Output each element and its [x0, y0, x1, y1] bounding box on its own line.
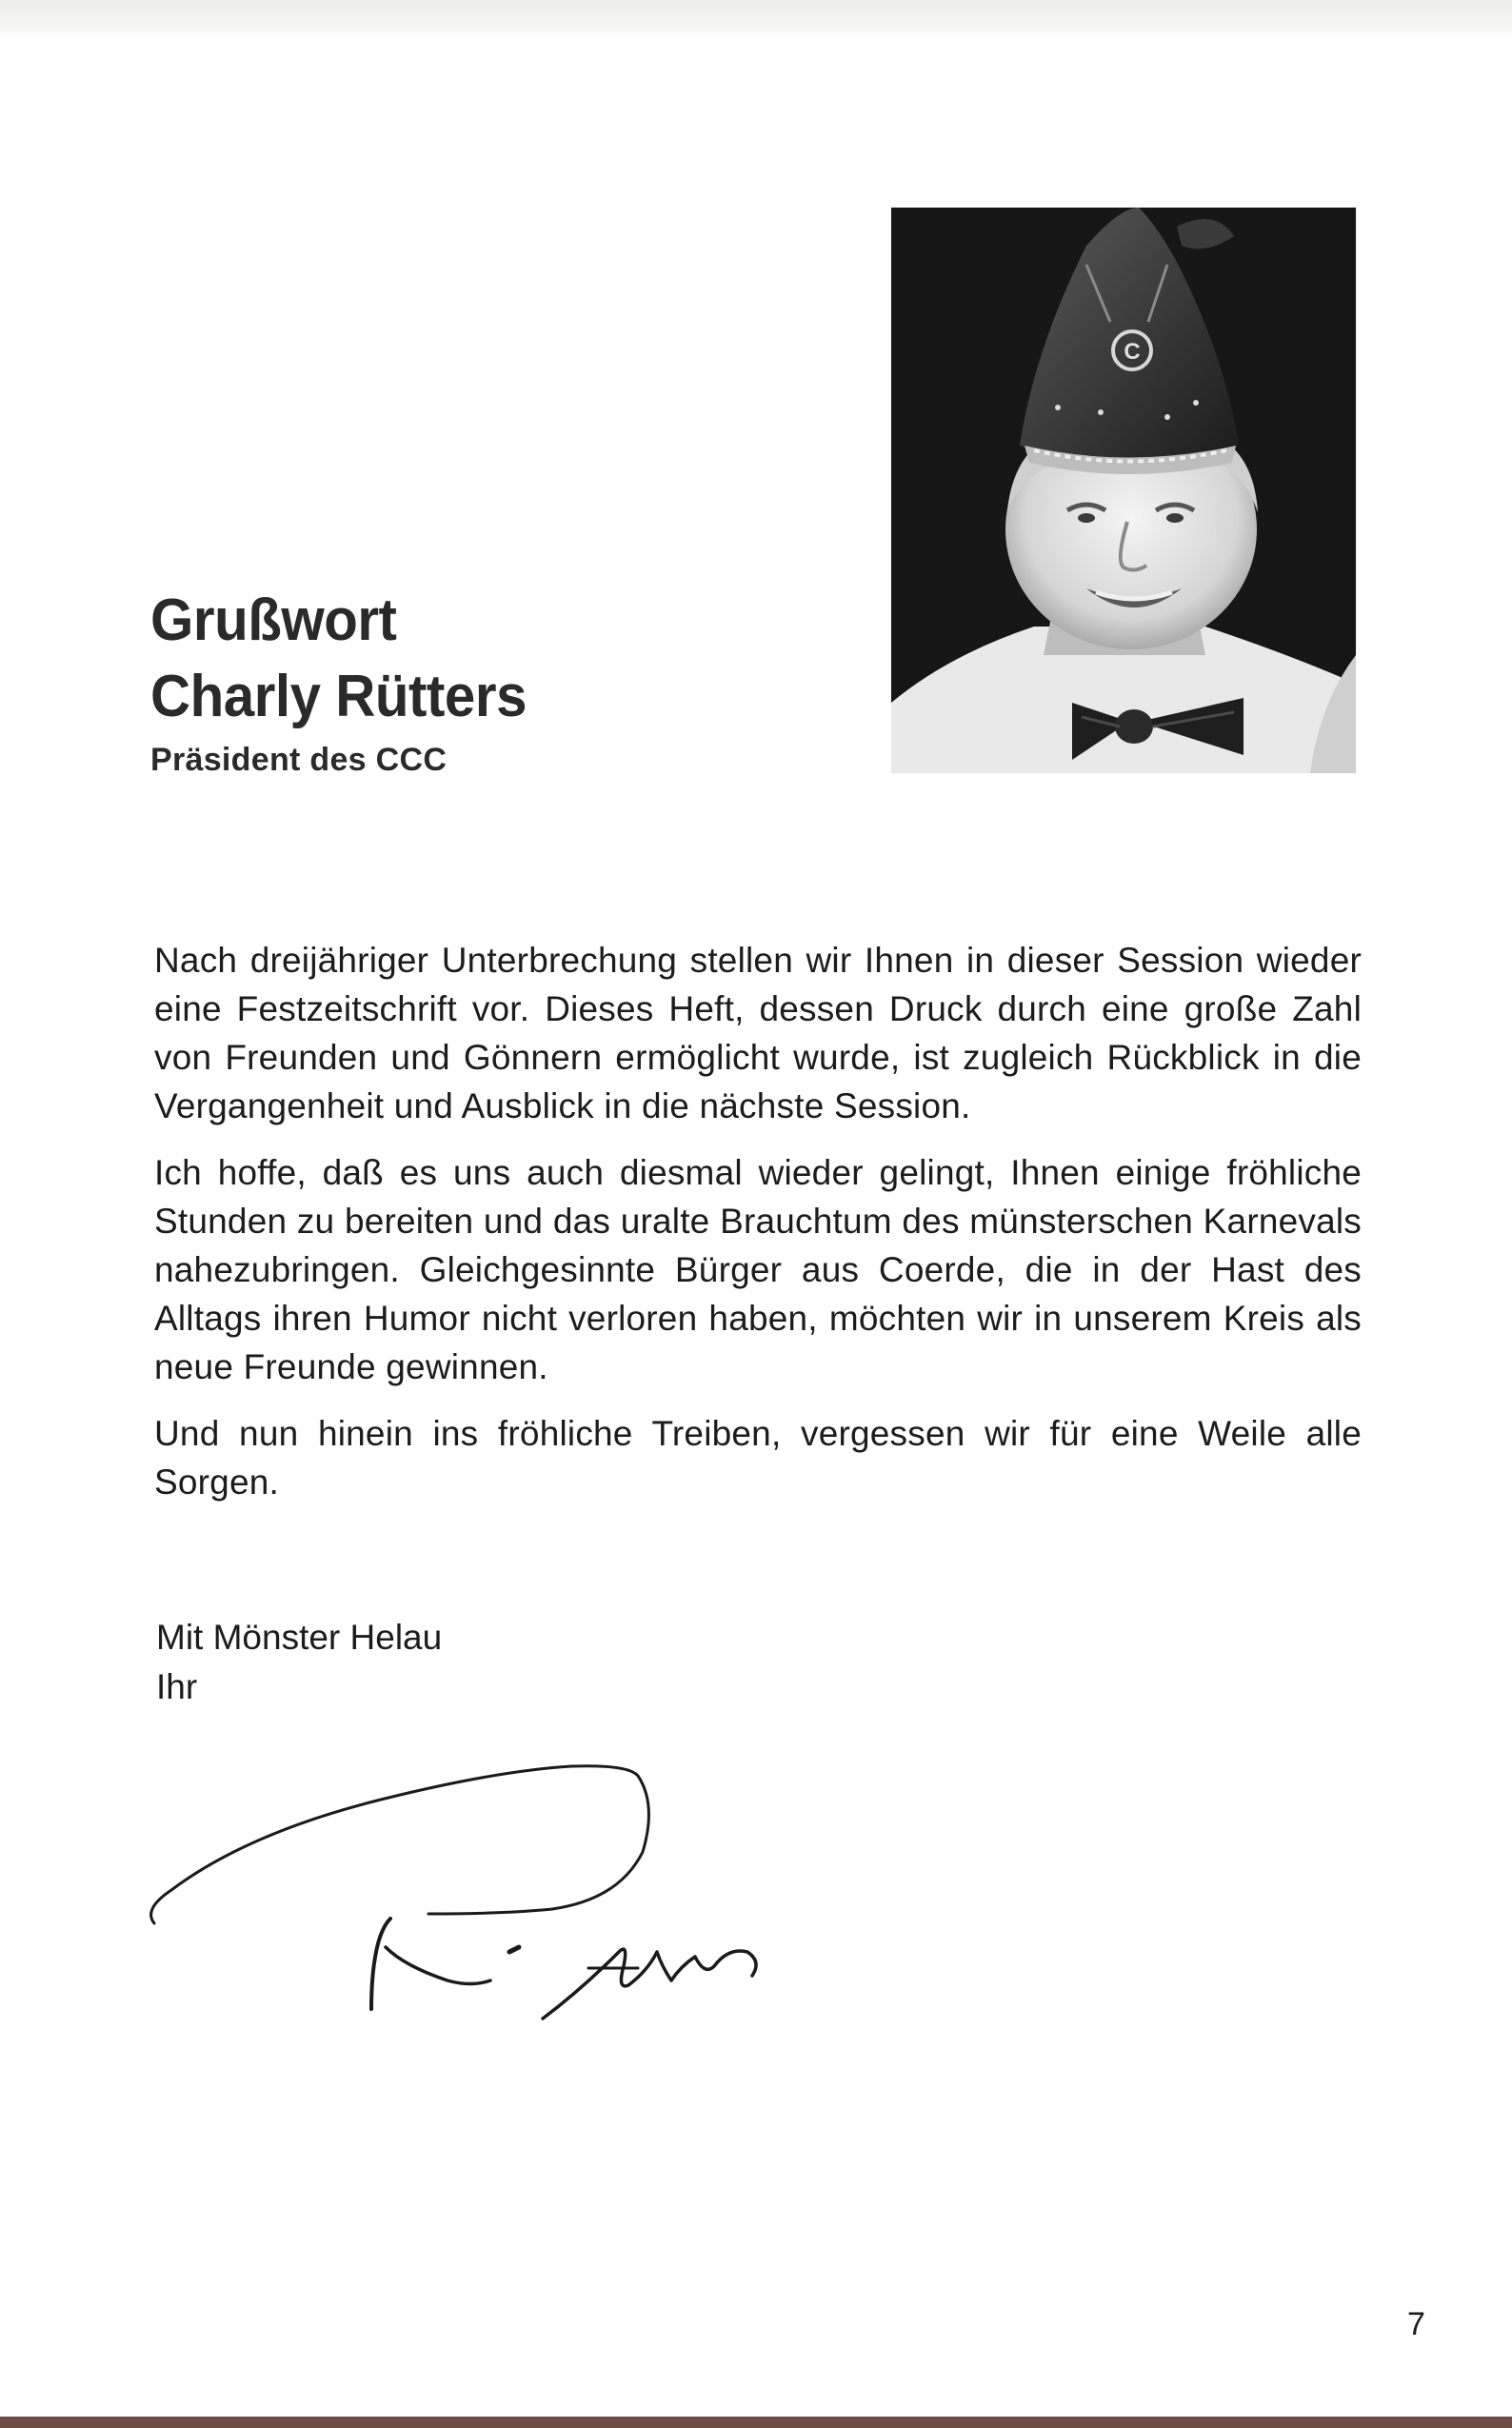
body-text	[154, 936, 1362, 1524]
closing-block	[156, 1613, 442, 1712]
author-name: Charly Rütters	[150, 664, 527, 729]
page-number: 7	[1407, 2306, 1425, 2342]
body-paragraph: Und nun hinein ins fröhliche Treiben, vergessen wir für eine Weile alle Sorgen.	[154, 1414, 1362, 1502]
heading-block	[150, 583, 550, 783]
portrait-photo	[891, 208, 1356, 773]
body-paragraph: Ich hoffe, daß es uns auch diesmal wieder gelingt, Ihnen einige fröhliche Stunden zu bereiten und das uralte Brauchtum des münsterschen Karnevals nahezubringen. Gleichgesinnte Bürger aus Coerde, die in der Hast des Alltags ihren Humor nicht verloren haben, möchten wir in unserem Kreis als neue Freunde gewinnen.	[154, 1153, 1362, 1386]
signature-icon	[143, 1747, 924, 2033]
closing-greeting: Mit Mönster Helau	[156, 1618, 443, 1657]
scan-top-edge	[0, 0, 1512, 32]
cap-emblem: C	[1124, 339, 1141, 365]
page-title: Grußwort	[150, 587, 397, 653]
author-role: Präsident des CCC	[150, 742, 448, 778]
portrait-icon	[891, 208, 1356, 773]
scan-bottom-edge	[0, 2417, 1512, 2428]
closing-sign-off: Ihr	[156, 1667, 198, 1706]
body-paragraph: Nach dreijähriger Unterbrechung stellen wir Ihnen in dieser Session wieder eine Festzeitschrift vor. Dieses Heft, dessen Druck durch eine große Zahl von Freunden und Gönnern ermöglicht wurde, ist zugleich Rückblick in die Vergangenheit und Ausblick in die nächste Session.	[154, 941, 1362, 1125]
